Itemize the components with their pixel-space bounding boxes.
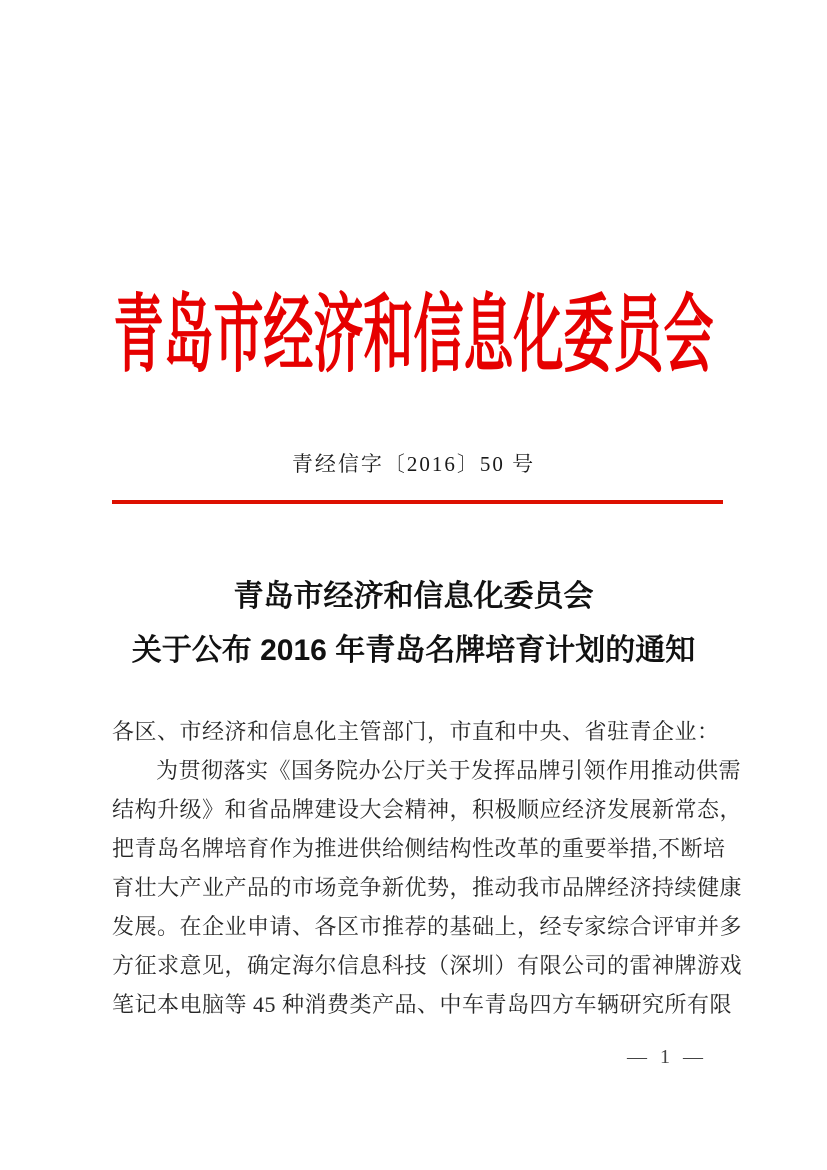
letterhead-agency-title: 青岛市经济和信息化委员会 xyxy=(113,287,714,383)
page-number: — 1 — xyxy=(627,1046,707,1068)
body-text-line: 结构升级》和省品牌建设大会精神，积极顺应经济发展新常态， xyxy=(112,797,743,822)
notice-title xyxy=(0,570,827,678)
notice-body xyxy=(112,712,743,1024)
document-reference-number: 青经信字〔2016〕50 号 xyxy=(291,452,536,476)
notice-title-line2: 关于公布 2016 年青岛名牌培育计划的通知 xyxy=(131,634,696,667)
body-paragraph xyxy=(112,751,743,1024)
salutation-line: 各区、市经济和信息化主管部门，市直和中央、省驻青企业： xyxy=(112,719,720,744)
body-text-line: 笔记本电脑等 45 种消费类产品、中车青岛四方车辆研究所有限 xyxy=(112,992,733,1017)
notice-title-line1: 青岛市经济和信息化委员会 xyxy=(233,580,594,613)
letterhead-red-rule xyxy=(112,500,723,504)
body-text-line: 育壮大产业产品的市场竞争新优势，推动我市品牌经济持续健康 xyxy=(112,875,743,900)
body-text-line: 方征求意见，确定海尔信息科技（深圳）有限公司的雷神牌游戏 xyxy=(112,953,743,978)
body-text-line: 发展。在企业申请、各区市推荐的基础上，经专家综合评审并多 xyxy=(112,914,743,939)
body-text-line: 把青岛名牌培育作为推进供给侧结构性改革的重要举措,不断培 xyxy=(112,836,726,861)
body-text-line: 为贯彻落实《国务院办公厅关于发挥品牌引领作用推动供需 xyxy=(156,758,742,783)
